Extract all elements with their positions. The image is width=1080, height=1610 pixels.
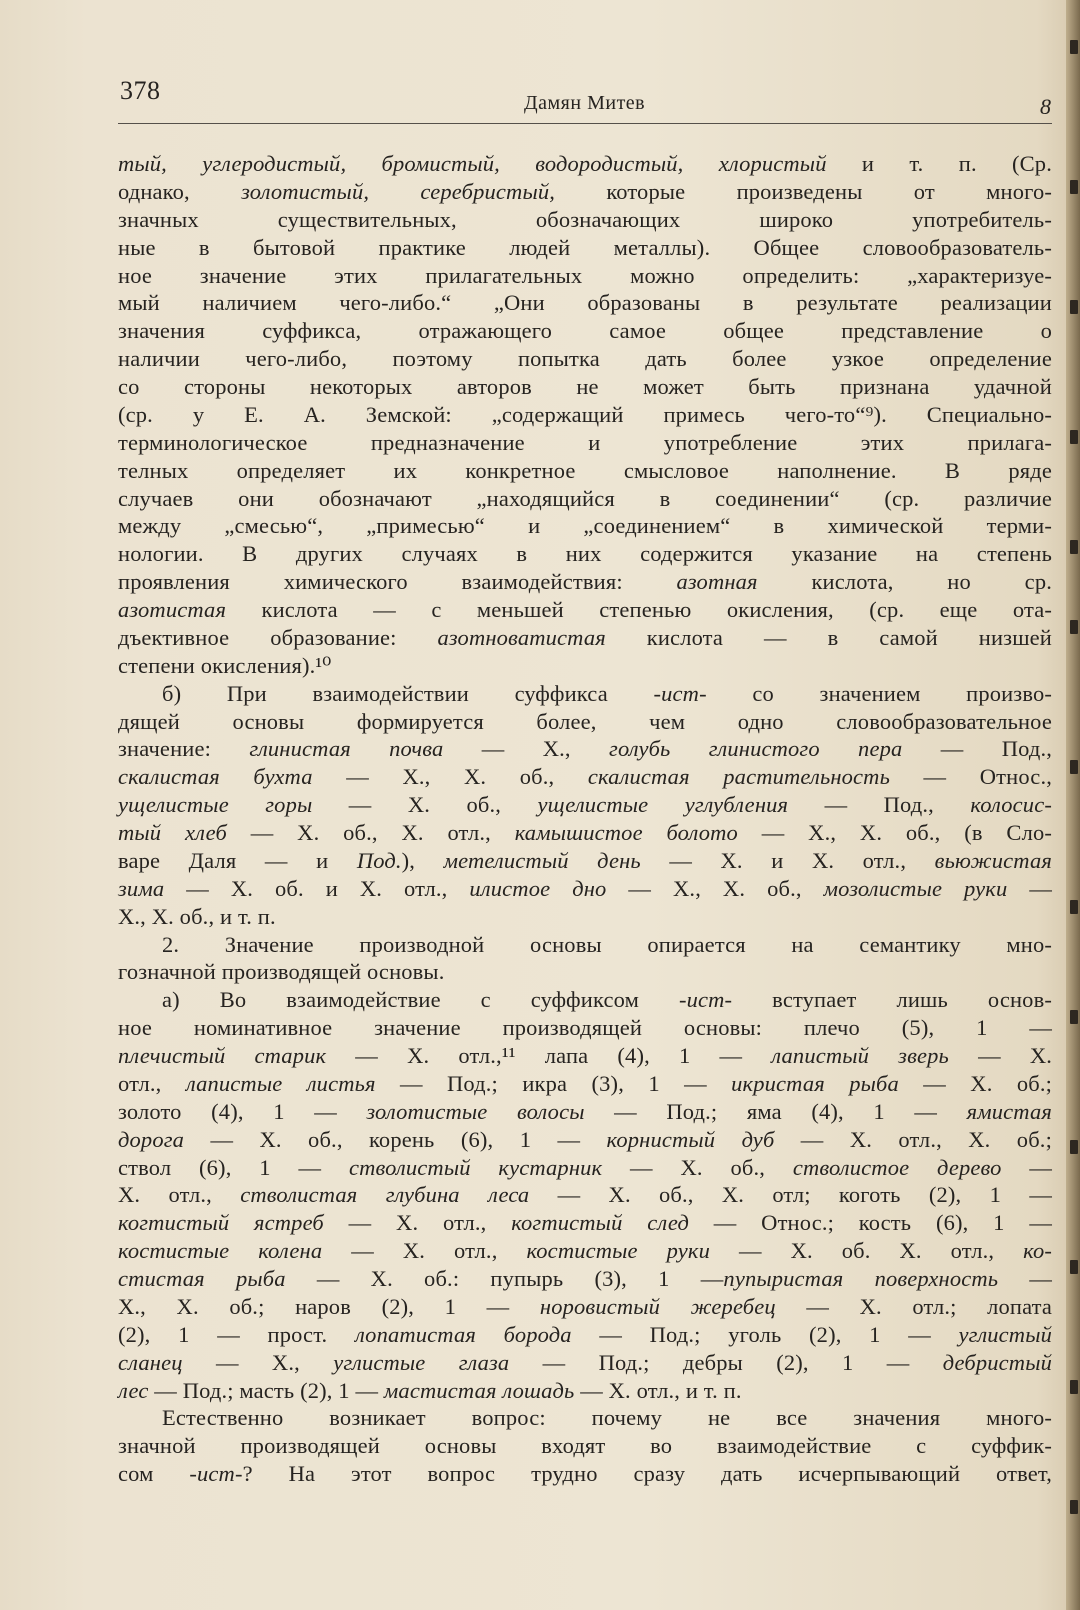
text-line: [118, 1126, 1052, 1154]
italic-text: -ист-: [653, 680, 707, 706]
italic-text: голубь глинистого пера: [609, 736, 903, 762]
italic-text: золотистые волосы: [366, 1098, 585, 1124]
text-line: [118, 289, 1052, 317]
italic-text: азотноватистая: [437, 624, 606, 650]
italic-text: илистое дно: [469, 875, 607, 901]
italic-text: когтистый след: [511, 1210, 689, 1236]
text-run: варе Даля — и: [118, 847, 357, 873]
italic-text: -ист-: [678, 987, 733, 1013]
text-run: —: [998, 1266, 1053, 1291]
text-line: [118, 1404, 1052, 1432]
text-run: — Х. об., корень (6), 1 —: [184, 1126, 607, 1152]
text-run: — Х. отл.,: [322, 1238, 527, 1264]
text-run: терминологическое предназначение и употребление этих прилага-: [118, 429, 1052, 455]
text-line: [118, 1265, 1052, 1293]
italic-text: камышистое болото: [514, 820, 738, 845]
italic-text: Под.: [356, 847, 402, 873]
text-line: [118, 317, 1052, 345]
text-run: — Х. отл.; лопата: [775, 1293, 1053, 1319]
page-number: 378: [120, 76, 161, 105]
text-run: ные в бытовой практике людей металлы). Общее словообразователь-: [118, 234, 1052, 260]
text-run: и т. п. (Ср.: [826, 151, 1052, 176]
text-run: дъективное образование:: [118, 624, 438, 650]
text-run: кислота, но ср.: [757, 569, 1052, 595]
text-line: [118, 178, 1052, 206]
text-line: [118, 680, 1052, 708]
italic-text: плечистый старик: [118, 1043, 327, 1068]
text-run: — Х. и Х. отл.,: [640, 847, 935, 873]
text-run: — Относ.,: [889, 764, 1052, 790]
text-run: гозначной производящей основы.: [118, 959, 445, 985]
text-run: случаев они обозначают „находящийся в соединении“ (ср. различие: [118, 485, 1052, 511]
italic-text: стволистое дерево: [792, 1154, 1002, 1180]
running-head: Дамян Митев: [524, 92, 646, 114]
text-run: однако,: [118, 178, 242, 204]
text-run: — Под.; икра (3), 1 —: [375, 1070, 732, 1096]
text-run: вступает лишь основ-: [732, 987, 1052, 1013]
italic-text: лес: [118, 1377, 149, 1403]
text-line: [118, 1070, 1052, 1098]
italic-text: скалистая растительность: [587, 764, 890, 790]
text-run: ),: [401, 847, 444, 873]
text-run: — Х., Х. об.,: [312, 764, 588, 790]
text-line: [118, 596, 1052, 624]
text-line: [118, 735, 1052, 763]
text-run: со стороны некоторых авторов не может быть признана удачной: [118, 374, 1052, 399]
text-run: со значением произво-: [706, 680, 1053, 706]
text-run: — Х. об. и Х. отл.,: [164, 875, 470, 901]
text-line: [118, 708, 1052, 736]
text-run: — Под.; яма (4), 1 —: [584, 1098, 967, 1124]
text-run: нологии. В других случаях в них содержится указание на степень: [118, 541, 1052, 567]
text-line: [118, 875, 1052, 903]
text-run: которые произведены от много-: [555, 178, 1053, 204]
text-line: [118, 791, 1052, 819]
italic-text: стволистый кустарник: [348, 1154, 603, 1180]
text-line: [118, 1432, 1052, 1460]
italic-text: углистые глаза: [333, 1349, 510, 1375]
text-line: [118, 1237, 1052, 1265]
text-run: — Относ.; кость (6), 1 —: [689, 1210, 1052, 1236]
text-run: — Х. об., Х. отл; коготь (2), 1 —: [529, 1182, 1052, 1208]
italic-text: норовистый жеребец: [539, 1293, 776, 1319]
italic-text: дорога: [118, 1126, 185, 1152]
text-run: — Х.: [948, 1043, 1053, 1068]
text-run: степени окисления).¹⁰: [118, 652, 332, 678]
text-run: — Х. отл., и т. п.: [574, 1377, 742, 1403]
text-run: наличии чего-либо, поэтому попытка дать более узкое определение: [118, 346, 1052, 372]
text-line: [118, 373, 1052, 401]
text-run: Х., Х. об.; наров (2), 1 —: [118, 1293, 540, 1319]
text-line: [118, 1377, 1052, 1405]
text-run: кислота — с меньшей степенью окисления, (ср. еще ота-: [226, 597, 1052, 622]
italic-text: скалистая бухта: [118, 764, 313, 790]
text-run: значных существительных, обозначающих широко употребитель-: [118, 206, 1052, 232]
text-line: [118, 512, 1052, 540]
italic-text: тый, углеродистый, бромистый, водородистый, хлористый: [118, 151, 827, 176]
text-run: 2. Значение производной основы опирается на семантику мно-: [162, 931, 1052, 957]
text-line: [118, 624, 1052, 652]
text-line: [118, 1460, 1052, 1488]
italic-text: золотистый, серебристый,: [241, 178, 556, 204]
italic-text: лопатистая борода: [354, 1321, 572, 1347]
italic-text: тый хлеб: [118, 820, 227, 845]
text-run: телных определяет их конкретное смысловое наполнение. В ряде: [118, 457, 1052, 483]
text-line: [118, 819, 1052, 847]
text-line: [118, 429, 1052, 457]
text-run: — Под.; уголь (2), 1 —: [571, 1321, 959, 1347]
text-line: [118, 234, 1052, 262]
italic-text: костистые руки: [526, 1238, 710, 1264]
italic-text: стволистая глубина леса: [240, 1182, 530, 1208]
text-line: [118, 540, 1052, 568]
italic-text: -ист-: [189, 1461, 243, 1487]
text-line: [118, 1181, 1052, 1209]
text-run: — Х. об.: пупырь (3), 1 —: [285, 1266, 724, 1291]
text-run: ное значение этих прилагательных можно определить: „характеризуе-: [118, 262, 1052, 288]
italic-text: колосис-: [970, 792, 1052, 818]
text-run: — Х. об., Х. отл.,: [226, 820, 515, 845]
text-run: отл.,: [118, 1070, 186, 1096]
text-run: — Х.,: [182, 1349, 334, 1375]
text-run: — Х. отл.,: [323, 1210, 512, 1236]
text-run: — Х., Х. об.,: [606, 875, 824, 901]
page-edge-marks: [1066, 0, 1080, 1610]
text-run: ствол (6), 1 —: [118, 1154, 349, 1180]
italic-text: лапистый зверь: [771, 1043, 949, 1068]
text-line: [118, 652, 1052, 680]
text-run: —: [1007, 875, 1052, 901]
text-line: [118, 1321, 1052, 1349]
italic-text: азотистая: [118, 597, 227, 622]
text-run: — Х. об.,: [312, 792, 538, 818]
italic-text: азотная: [676, 569, 758, 595]
text-run: — Х. отл., Х. об.;: [774, 1126, 1052, 1152]
text-run: дящей основы формируется более, чем одно словообразовательное: [118, 708, 1052, 734]
italic-text: ко-: [1023, 1238, 1052, 1264]
italic-text: икристая рыба: [731, 1070, 899, 1096]
text-run: между „смесью“, „примесью“ и „соединением“ в химической терми-: [118, 513, 1052, 539]
text-line: [118, 345, 1052, 373]
italic-text: метелистый день: [443, 847, 641, 873]
text-line: [118, 1098, 1052, 1126]
text-line: [118, 150, 1052, 178]
italic-text: мастистая лошадь: [383, 1377, 575, 1403]
text-run: значение:: [118, 736, 250, 762]
italic-text: дебристый: [942, 1349, 1052, 1375]
text-line: [118, 958, 1052, 986]
page-header: [118, 68, 1052, 128]
text-line: [118, 1154, 1052, 1182]
text-run: (ср. у Е. А. Земской: „содержащий примесь чего-то“⁹). Специально-: [118, 401, 1052, 427]
text-line: [118, 1209, 1052, 1237]
italic-text: ущелистые углубления: [537, 792, 789, 818]
text-line: [118, 847, 1052, 875]
italic-text: глинистая почва: [249, 736, 444, 762]
text-run: золото (4), 1 —: [118, 1098, 367, 1124]
text-run: б) При взаимодействии суффикса: [162, 680, 654, 706]
text-line: [118, 457, 1052, 485]
text-run: мый наличием чего-либо.“ „Они образованы в результате реализации: [118, 290, 1052, 316]
text-run: — Х. об.,: [602, 1154, 793, 1180]
header-rule: [118, 123, 1052, 124]
text-run: — Под.; дебры (2), 1 —: [509, 1349, 943, 1375]
italic-text: ущелистые горы: [118, 792, 313, 818]
text-run: а) Во взаимодействие с суффиксом: [162, 987, 679, 1013]
text-run: сом: [118, 1461, 190, 1487]
text-run: (2), 1 — прост.: [118, 1321, 355, 1347]
italic-text: ямистая: [966, 1098, 1052, 1124]
text-line: [118, 763, 1052, 791]
text-run: ное номинативное значение производящей основы: плечо (5), 1 —: [118, 1015, 1052, 1041]
text-line: [118, 1293, 1052, 1321]
italic-text: костистые колена: [118, 1238, 323, 1264]
text-run: — Под.; масть (2), 1 —: [148, 1377, 384, 1403]
text-run: кислота — в самой низшей: [605, 624, 1052, 650]
italic-text: зима: [118, 875, 165, 901]
italic-text: сланец: [118, 1349, 183, 1375]
text-line: [118, 903, 1052, 931]
text-run: — Х. об.;: [898, 1070, 1053, 1096]
italic-text: стистая рыба: [118, 1266, 286, 1291]
text-line: [118, 262, 1052, 290]
italic-text: углистый: [958, 1321, 1052, 1347]
italic-text: лапистые листья: [185, 1070, 376, 1096]
text-run: Х., Х. об., и т. п.: [118, 903, 276, 929]
text-line: [118, 1042, 1052, 1070]
page-body: [118, 150, 1052, 1488]
text-run: — Под.,: [902, 736, 1053, 762]
italic-text: когтистый ястреб: [118, 1210, 324, 1236]
text-run: Естественно возникает вопрос: почему не все значения много-: [162, 1405, 1052, 1431]
italic-text: вьюжистая: [934, 847, 1052, 873]
text-run: — Х. отл.,¹¹ лапа (4), 1 —: [326, 1043, 772, 1068]
italic-text: корнистый дуб: [606, 1126, 775, 1152]
text-run: — Х. об. Х. отл.,: [709, 1238, 1024, 1264]
text-line: [118, 401, 1052, 429]
text-run: значения суффикса, отражающего самое общее представление о: [118, 318, 1052, 344]
text-line: [118, 986, 1052, 1014]
text-line: [118, 568, 1052, 596]
text-run: Х. отл.,: [118, 1182, 241, 1208]
text-run: — Под.,: [788, 792, 971, 818]
text-run: — Х.,: [443, 736, 610, 762]
text-line: [118, 206, 1052, 234]
italic-text: мозолистые руки: [823, 875, 1008, 901]
text-line: [118, 1014, 1052, 1042]
text-line: [118, 1349, 1052, 1377]
corner-mark: 8: [1040, 94, 1051, 119]
italic-text: пупыристая поверхность: [723, 1266, 999, 1291]
text-run: значной производящей основы входят во взаимодействие с суффик-: [118, 1433, 1052, 1459]
text-run: проявления химического взаимодействия:: [118, 569, 677, 595]
text-line: [118, 485, 1052, 513]
text-line: [118, 931, 1052, 959]
text-run: — Х., Х. об., (в Сло-: [737, 820, 1052, 845]
text-run: ? На этот вопрос трудно сразу дать исчерпывающий ответ,: [242, 1461, 1052, 1487]
text-run: —: [1001, 1154, 1052, 1180]
